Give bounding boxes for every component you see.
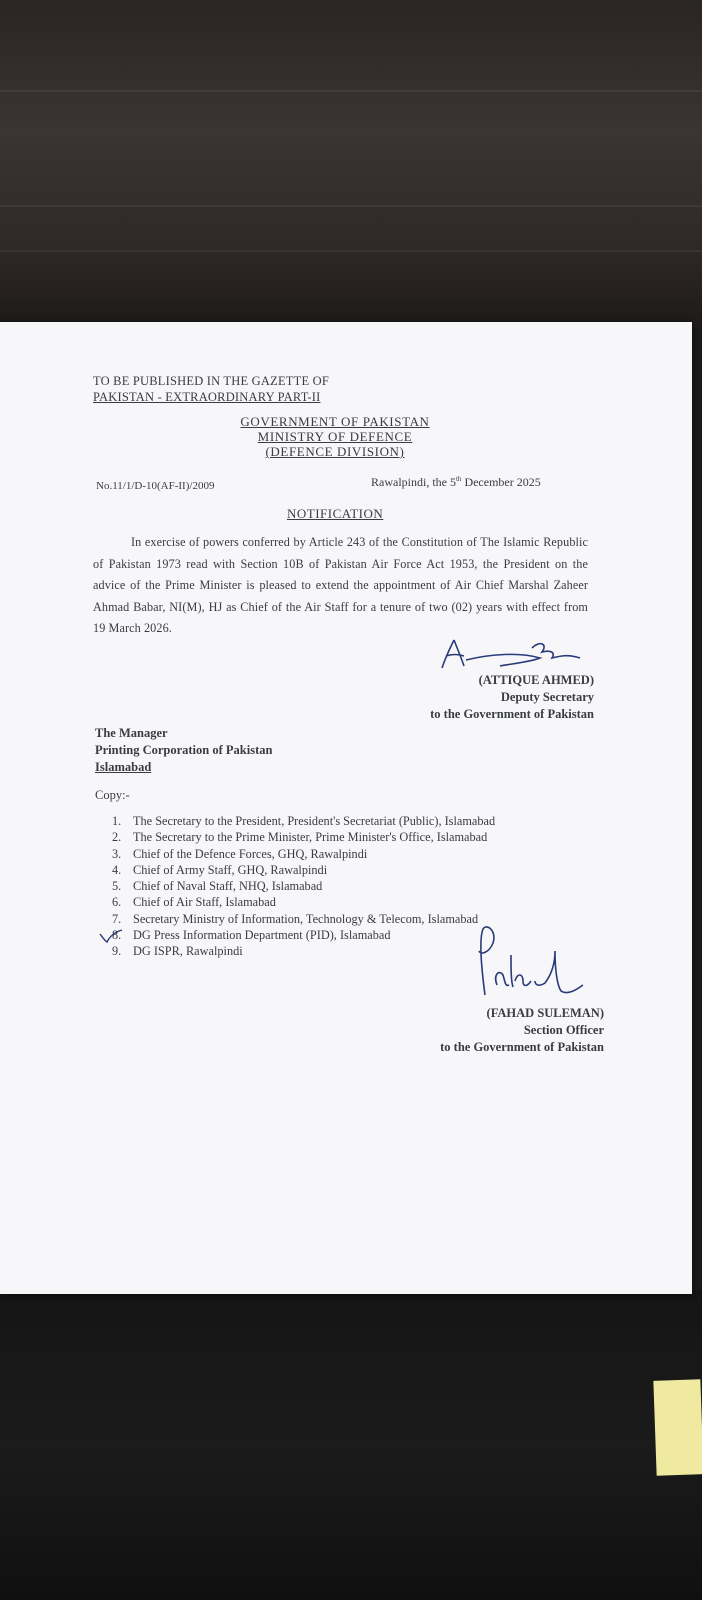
list-item <box>112 911 495 927</box>
list-item-text: Chief of the Defence Forces, GHQ, Rawalpindi <box>133 846 368 861</box>
date-prefix: Rawalpindi, the 5 <box>371 475 456 489</box>
list-item <box>112 829 495 845</box>
signatory-1-designation: Deputy Secretary <box>500 690 594 704</box>
addressee-line-2: Printing Corporation of Pakistan <box>95 743 273 757</box>
list-item-text: Chief of Air Staff, Islamabad <box>133 895 276 910</box>
list-item <box>112 813 495 829</box>
gazette-heading <box>93 373 329 405</box>
wood-grain-line <box>0 250 702 252</box>
list-item-text: Chief of Army Staff, GHQ, Rawalpindi <box>133 862 328 877</box>
tick-mark-icon <box>98 928 124 944</box>
list-item-text: DG ISPR, Rawalpindi <box>133 944 243 959</box>
signatory-2-name: (FAHAD SULEMAN) <box>486 1006 604 1020</box>
addressee-block <box>95 725 272 776</box>
sticky-note <box>653 1379 702 1476</box>
signature-attique-ahmed <box>440 634 600 674</box>
date-suffix: December 2025 <box>461 475 541 489</box>
signatory-2-designation: Section Officer <box>523 1023 604 1037</box>
date-sup: th <box>455 475 462 483</box>
notification-document <box>0 322 692 1294</box>
gazette-line-2: PAKISTAN - EXTRAORDINARY PART-II <box>93 390 321 404</box>
desk-background-top <box>0 0 702 330</box>
desk-background-bottom <box>0 1290 702 1600</box>
list-item-text: Secretary Ministry of Information, Technology & Telecom, Islamabad <box>133 911 479 926</box>
signatory-2-office: to the Government of Pakistan <box>440 1040 604 1054</box>
notification-title: NOTIFICATION <box>287 506 384 521</box>
list-item-number: 9. <box>112 944 122 959</box>
list-item <box>112 943 495 959</box>
list-item <box>112 846 495 862</box>
notification-body-text: In exercise of powers conferred by Article 243 of the Constitution of The Islamic Republic of Pakistan 1973 read with Section 10B of Pakistan Air Force Act 1953, the President on the advice of the Prime Minister is pleased to extend the appointment of Air Chief Marshal Zaheer Ahmad Babar, NI(M), HJ as Chief of the Air Staff for a tenure of two (02) years with effect from 19 March 2026. <box>93 535 588 635</box>
list-item-number: 1. <box>112 814 122 828</box>
list-item-text: The Secretary to the Prime Minister, Prime Minister's Office, Islamabad <box>133 830 488 845</box>
notification-body <box>93 532 588 640</box>
wood-grain-line <box>0 205 702 207</box>
list-item <box>112 927 495 943</box>
signature-fahad-suleman <box>475 925 595 1005</box>
gazette-line-1: TO BE PUBLISHED IN THE GAZETTE OF <box>93 374 329 388</box>
list-item-number: 3. <box>112 846 122 861</box>
list-item-number: 5. <box>112 879 122 894</box>
signatory-1-name: (ATTIQUE AHMED) <box>478 673 594 687</box>
gov-line-2: MINISTRY OF DEFENCE <box>257 429 413 444</box>
list-item <box>112 894 495 910</box>
document-date <box>371 475 541 490</box>
list-item-number: 7. <box>112 911 122 926</box>
signatory-block-1 <box>360 672 594 723</box>
list-item-text: DG Press Information Department (PID), Islamabad <box>133 928 391 943</box>
copy-list <box>112 813 495 960</box>
addressee-line-3: Islamabad <box>95 760 152 774</box>
government-heading <box>220 414 450 459</box>
list-item-number: 8. <box>112 928 122 943</box>
reference-number: No.11/1/D-10(AF-II)/2009 <box>96 480 215 492</box>
addressee-line-1: The Manager <box>95 726 168 740</box>
gov-line-1: GOVERNMENT OF PAKISTAN <box>240 414 430 429</box>
list-item-number: 2. <box>112 830 122 845</box>
list-item <box>112 862 495 878</box>
list-item-text: The Secretary to the President, President's Secretariat (Public), Islamabad <box>133 814 496 828</box>
gov-line-3: (DEFENCE DIVISION) <box>265 444 405 459</box>
wood-grain-line <box>0 90 702 92</box>
list-item-text: Chief of Naval Staff, NHQ, Islamabad <box>133 879 323 894</box>
list-item-number: 6. <box>112 895 122 910</box>
list-item-number: 4. <box>112 862 122 877</box>
signatory-1-office: to the Government of Pakistan <box>430 707 594 721</box>
list-item <box>112 878 495 894</box>
copy-label: Copy:- <box>95 788 130 802</box>
signatory-block-2 <box>370 1005 604 1056</box>
